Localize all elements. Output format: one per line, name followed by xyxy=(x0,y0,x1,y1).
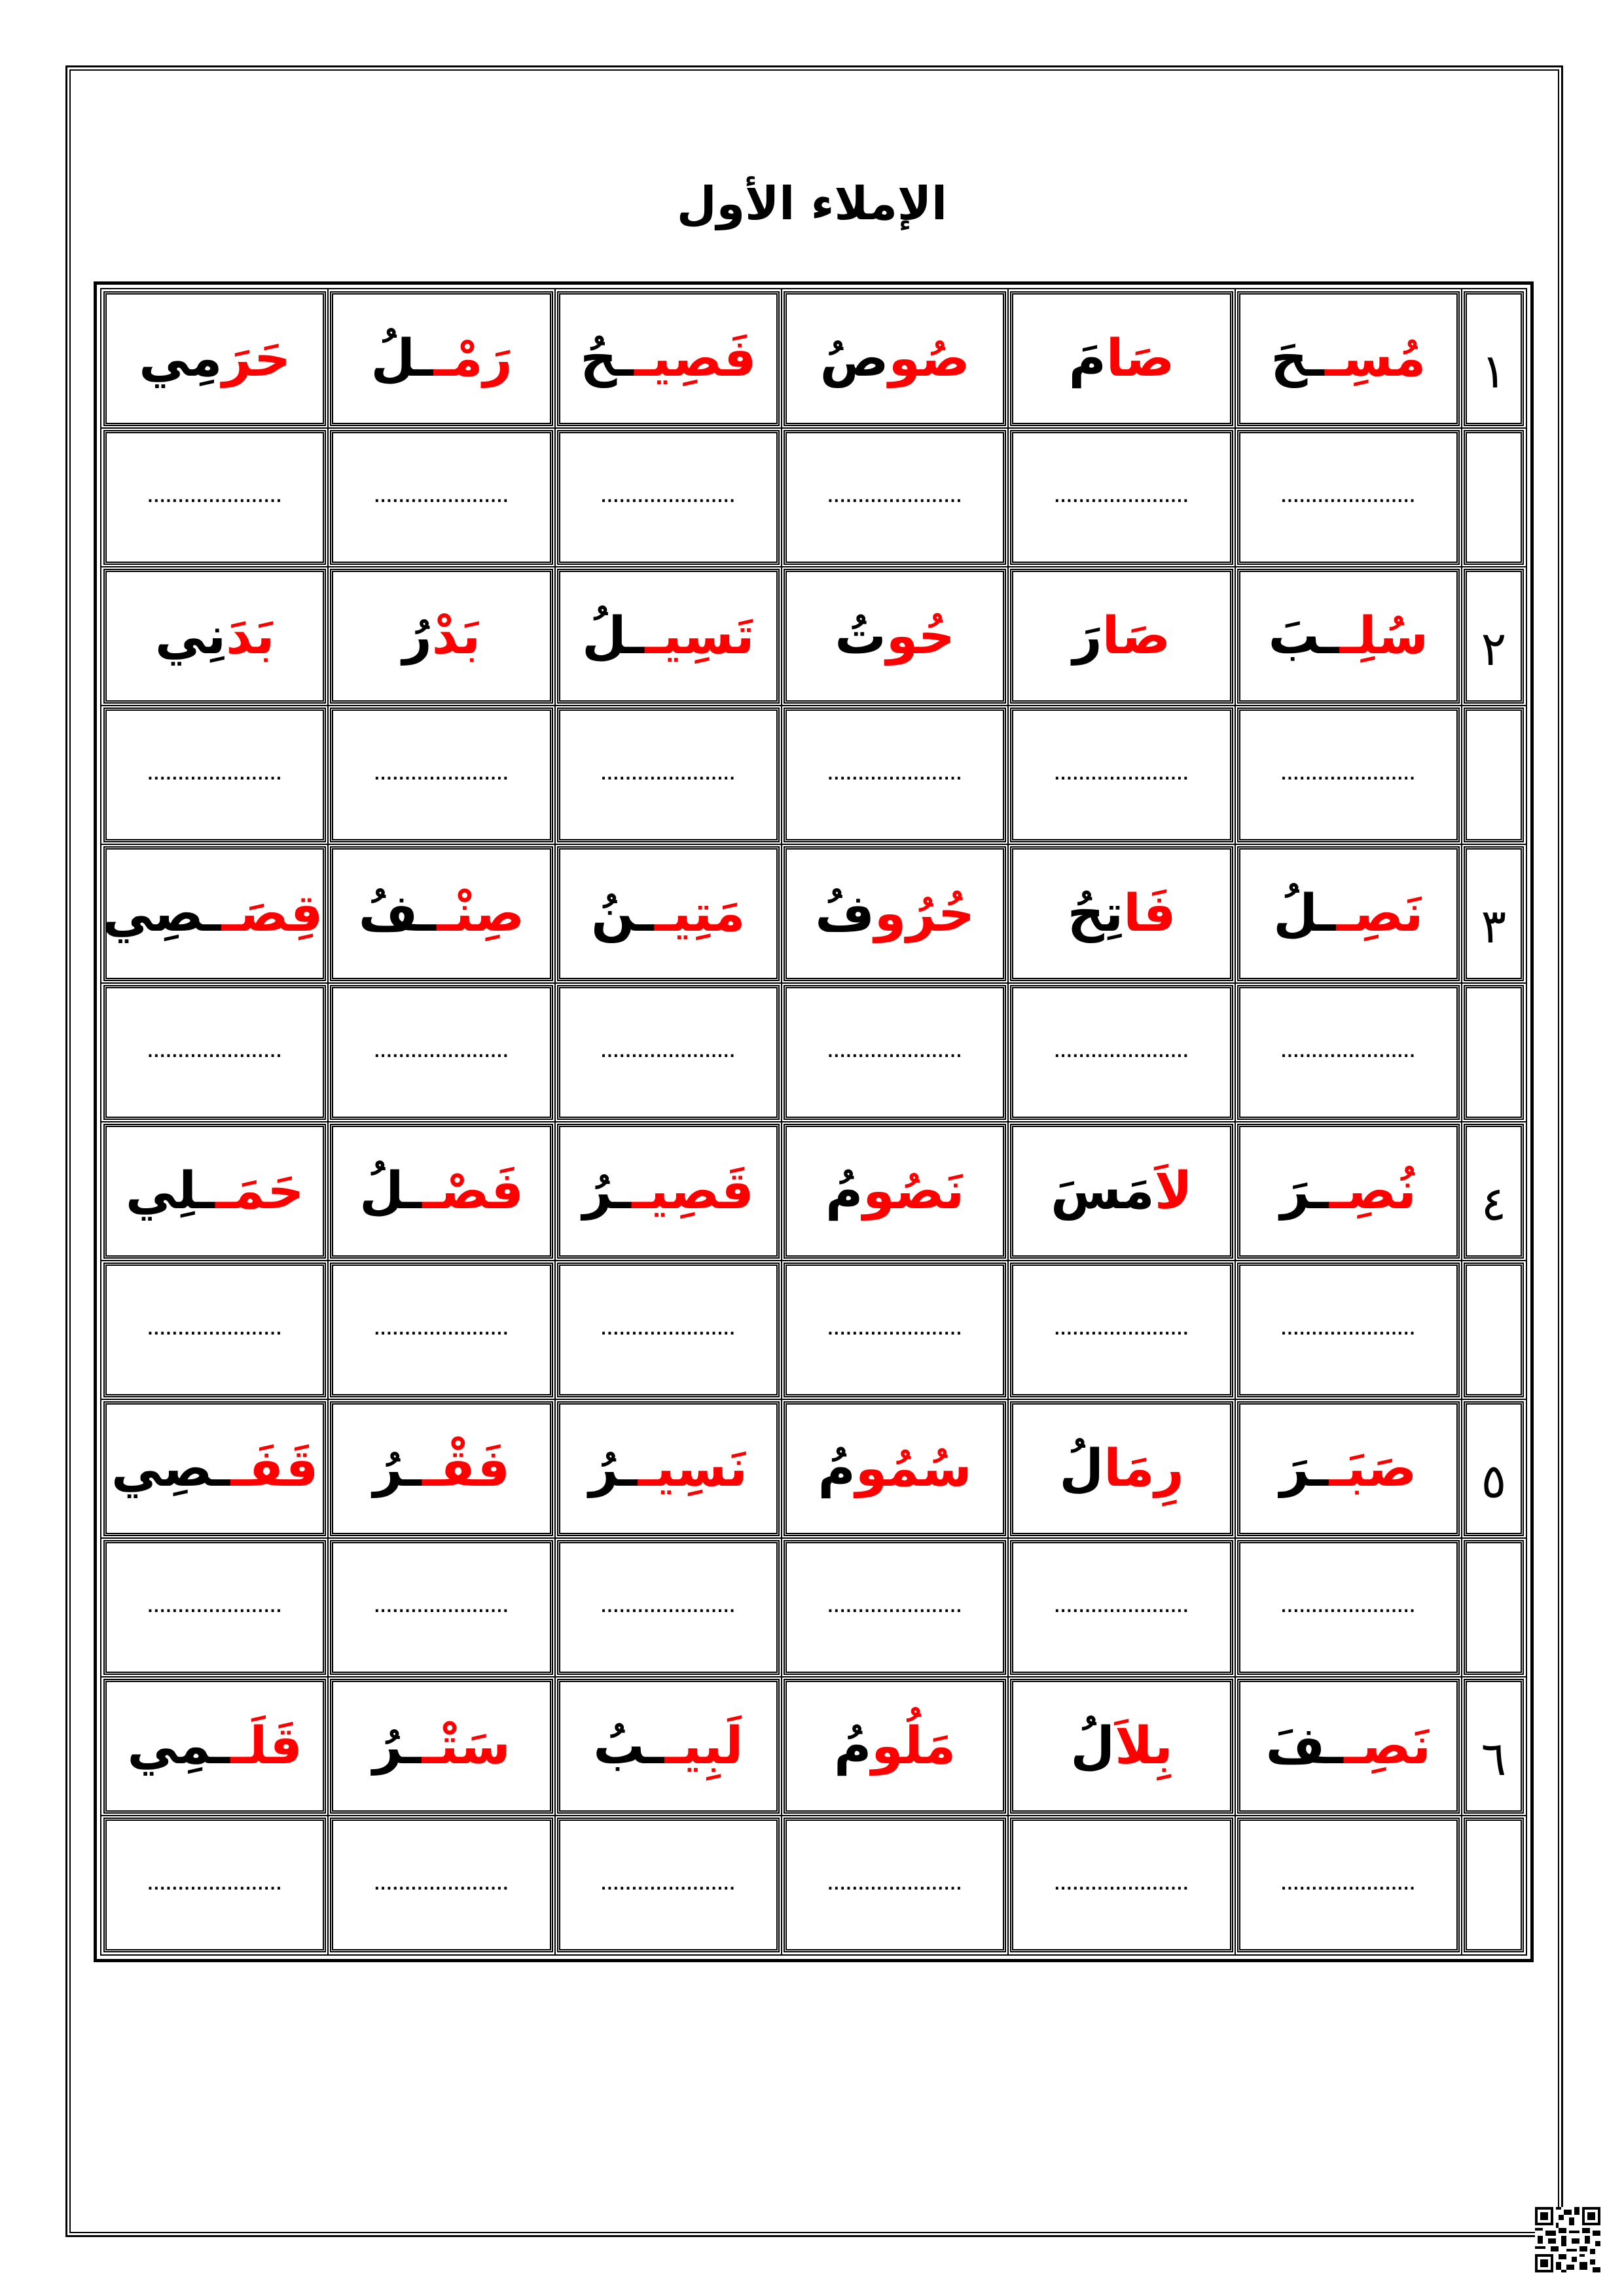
answer-dotted-line[interactable]: ...................... xyxy=(1280,1321,1416,1338)
word-plain-part: مُ xyxy=(825,1162,863,1221)
word-cell xyxy=(103,569,326,704)
answer-cell[interactable] xyxy=(1010,430,1233,565)
word-highlight-part: سَتْـ xyxy=(422,1717,511,1776)
dictation-word xyxy=(359,1162,524,1221)
dictation-word xyxy=(111,1439,318,1498)
row-number: ٦ xyxy=(1481,1731,1507,1786)
word-plain-part: صُ xyxy=(820,329,889,388)
row-number-cell xyxy=(1464,1679,1524,1814)
word-cell xyxy=(1010,1124,1233,1259)
word-plain-part: ـبُ xyxy=(593,1717,665,1776)
answer-row xyxy=(103,1818,1524,1952)
word-highlight-part: فَصِيـ xyxy=(634,329,757,388)
dictation-word xyxy=(1280,1439,1416,1498)
word-plain-part: ـفُ xyxy=(358,884,437,943)
word-cell xyxy=(1010,291,1233,426)
dictation-word xyxy=(372,1717,510,1776)
word-row xyxy=(103,569,1524,704)
word-plain-part: ـنُ xyxy=(591,884,655,943)
answer-dotted-line[interactable]: ...................... xyxy=(827,1321,963,1338)
word-highlight-part: قَفَـ xyxy=(230,1439,319,1498)
word-plain-part: ـفَ xyxy=(1265,1717,1344,1776)
answer-cell[interactable] xyxy=(1237,430,1460,565)
answer-cell[interactable] xyxy=(557,1540,780,1675)
dictation-word xyxy=(126,1162,304,1221)
answer-cell[interactable] xyxy=(1010,1540,1233,1675)
word-row xyxy=(103,291,1524,426)
word-cell xyxy=(1010,1401,1233,1536)
dictation-word xyxy=(1051,1162,1193,1221)
answer-dotted-line[interactable]: ...................... xyxy=(1054,489,1189,506)
answer-cell[interactable] xyxy=(1010,1263,1233,1397)
row-number-cell xyxy=(1464,1401,1524,1536)
answer-dotted-line[interactable]: ...................... xyxy=(827,489,963,506)
answer-dotted-line[interactable]: ...................... xyxy=(827,1876,963,1893)
word-plain-part: ـبَ xyxy=(1268,607,1340,666)
row-number: ٤ xyxy=(1481,1176,1507,1231)
answer-cell[interactable] xyxy=(1010,708,1233,842)
answer-cell[interactable] xyxy=(1237,708,1460,842)
answer-dotted-line[interactable]: ...................... xyxy=(374,1321,509,1338)
word-plain-part: ـلِي xyxy=(125,1162,216,1221)
answer-dotted-line[interactable]: ...................... xyxy=(600,489,736,506)
word-plain-part: تُ xyxy=(835,607,886,666)
dictation-table-frame xyxy=(94,281,1534,1962)
word-highlight-part: صِنْـ xyxy=(437,884,525,943)
answer-cell[interactable] xyxy=(784,1818,1006,1952)
word-plain-part: ـرَ xyxy=(1280,1162,1330,1221)
answer-dotted-line[interactable]: ...................... xyxy=(147,766,283,783)
dictation-word xyxy=(1269,607,1428,666)
word-row xyxy=(103,846,1524,981)
word-highlight-part: رَمْـ xyxy=(433,329,513,388)
answer-dotted-line[interactable]: ...................... xyxy=(1054,1876,1189,1893)
word-cell xyxy=(1237,846,1460,981)
word-plain-part: رُ xyxy=(402,607,432,666)
word-highlight-part: بَدْ xyxy=(431,607,481,666)
word-cell xyxy=(1237,569,1460,704)
word-highlight-part: قِصَـ xyxy=(221,884,323,943)
dictation-word xyxy=(1073,607,1171,666)
answer-cell[interactable] xyxy=(1010,1818,1233,1952)
word-highlight-part: مَتِيـ xyxy=(654,884,746,943)
word-highlight-part: نَصُو xyxy=(863,1162,965,1221)
dictation-word xyxy=(589,1439,748,1498)
word-highlight-part: نَسِيـ xyxy=(638,1439,748,1498)
word-plain-part: مُ xyxy=(818,1439,856,1498)
word-cell xyxy=(103,1679,326,1814)
answer-row xyxy=(103,1540,1524,1675)
answer-dotted-line[interactable]: ...................... xyxy=(1054,766,1189,783)
answer-dotted-line[interactable]: ...................... xyxy=(147,1044,283,1061)
word-highlight-part: صَبَـ xyxy=(1329,1439,1417,1498)
word-plain-part: ـلُ xyxy=(1273,884,1337,943)
answer-dotted-line[interactable]: ...................... xyxy=(1054,1321,1189,1338)
word-plain-part: ـحَ xyxy=(1271,329,1326,388)
word-cell xyxy=(1010,846,1233,981)
answer-cell[interactable] xyxy=(330,430,552,565)
word-cell xyxy=(330,291,552,426)
word-highlight-part: حَمَـ xyxy=(215,1162,304,1221)
word-plain-part: ـصِي xyxy=(102,884,222,943)
answer-dotted-line[interactable]: ...................... xyxy=(1280,1599,1416,1616)
dictation-word xyxy=(815,884,975,943)
dictation-word xyxy=(1068,884,1176,943)
word-plain-part: مِي xyxy=(139,329,223,388)
answer-row xyxy=(103,430,1524,565)
word-highlight-part: مَلُو xyxy=(871,1717,956,1776)
word-plain-part: ـحُ xyxy=(580,329,635,388)
word-highlight-part: نُصِـ xyxy=(1329,1162,1416,1221)
word-plain-part: مُ xyxy=(834,1717,872,1776)
word-cell xyxy=(557,1124,780,1259)
answer-dotted-line[interactable]: ...................... xyxy=(1280,766,1416,783)
answer-cell[interactable] xyxy=(103,1263,326,1397)
answer-cell[interactable] xyxy=(330,1263,552,1397)
row-number-cell-empty xyxy=(1464,1263,1524,1397)
dictation-word xyxy=(1059,1439,1183,1498)
word-cell xyxy=(330,1124,552,1259)
row-number-cell-empty xyxy=(1464,1818,1524,1952)
word-plain-part: لُ xyxy=(1070,1717,1115,1776)
word-cell xyxy=(784,846,1006,981)
dictation-word xyxy=(1273,884,1423,943)
word-cell xyxy=(330,846,552,981)
word-cell xyxy=(1237,1401,1460,1536)
word-highlight-part: حَرَ xyxy=(222,329,291,388)
word-cell xyxy=(784,1124,1006,1259)
dictation-word xyxy=(1070,1717,1172,1776)
word-cell xyxy=(103,1124,326,1259)
answer-dotted-line[interactable]: ...................... xyxy=(374,1599,509,1616)
answer-dotted-line[interactable]: ...................... xyxy=(147,1321,283,1338)
dictation-word xyxy=(1266,1717,1431,1776)
answer-dotted-line[interactable]: ...................... xyxy=(1280,1876,1416,1893)
word-highlight-part: سُمُو xyxy=(855,1439,972,1498)
word-highlight-part: حُرُو xyxy=(874,884,975,943)
answer-cell[interactable] xyxy=(1010,985,1233,1120)
answer-dotted-line[interactable]: ...................... xyxy=(147,489,283,506)
dictation-word xyxy=(102,884,323,943)
word-highlight-part: صَا xyxy=(1102,607,1171,666)
answer-dotted-line[interactable]: ...................... xyxy=(600,1044,736,1061)
row-number-cell xyxy=(1464,846,1524,981)
word-cell xyxy=(330,569,552,704)
word-cell xyxy=(103,291,326,426)
word-row xyxy=(103,1124,1524,1259)
word-plain-part: رَ xyxy=(1072,607,1102,666)
word-row xyxy=(103,1401,1524,1536)
dictation-word xyxy=(818,1439,972,1498)
answer-cell[interactable] xyxy=(784,985,1006,1120)
word-cell xyxy=(1237,1124,1460,1259)
answer-cell[interactable] xyxy=(1237,985,1460,1120)
answer-cell[interactable] xyxy=(330,708,552,842)
answer-cell[interactable] xyxy=(1237,1540,1460,1675)
word-cell xyxy=(1010,569,1233,704)
word-highlight-part: مُسِـ xyxy=(1325,329,1426,388)
dictation-word xyxy=(403,607,480,666)
dictation-word xyxy=(834,1717,956,1776)
dictation-word xyxy=(580,329,756,388)
word-cell xyxy=(103,846,326,981)
answer-dotted-line[interactable]: ...................... xyxy=(374,489,509,506)
word-highlight-part: فَصْـ xyxy=(422,1162,524,1221)
answer-dotted-line[interactable]: ...................... xyxy=(1280,489,1416,506)
row-number: ٥ xyxy=(1481,1454,1507,1509)
dictation-word xyxy=(127,1717,302,1776)
word-highlight-part: نَصِـ xyxy=(1344,1717,1432,1776)
answer-dotted-line[interactable]: ...................... xyxy=(827,1599,963,1616)
word-highlight-part: لاَ xyxy=(1154,1162,1193,1221)
answer-cell[interactable] xyxy=(557,1818,780,1952)
word-cell xyxy=(784,1401,1006,1536)
answer-dotted-line[interactable]: ...................... xyxy=(600,1876,736,1893)
answer-row xyxy=(103,1263,1524,1397)
word-highlight-part: قَلَـ xyxy=(230,1717,302,1776)
dictation-word xyxy=(582,607,754,666)
dictation-word xyxy=(1271,329,1426,388)
dictation-word xyxy=(593,1717,743,1776)
word-highlight-part: تَسِيـ xyxy=(645,607,755,666)
qr-code-icon xyxy=(1535,2207,1600,2272)
dictation-word xyxy=(591,884,746,943)
word-plain-part: ـرُ xyxy=(588,1439,638,1498)
dictation-word xyxy=(373,1439,510,1498)
row-number-cell-empty xyxy=(1464,1540,1524,1675)
answer-dotted-line[interactable]: ...................... xyxy=(827,1044,963,1061)
word-plain-part: ـرَ xyxy=(1280,1439,1329,1498)
word-cell xyxy=(784,569,1006,704)
word-plain-part: ـلُ xyxy=(370,329,434,388)
word-highlight-part: بِلاَ xyxy=(1115,1717,1173,1776)
word-highlight-part: صُو xyxy=(888,329,970,388)
page-title: الإملاء الأول xyxy=(676,177,948,230)
dictation-word xyxy=(359,884,524,943)
word-plain-part: ـرُ xyxy=(372,1717,422,1776)
word-plain-part: ـصِي xyxy=(111,1439,231,1498)
word-plain-part: ـمِي xyxy=(127,1717,231,1776)
word-plain-part: ـلُ xyxy=(359,1162,423,1221)
answer-cell[interactable] xyxy=(784,708,1006,842)
answer-cell[interactable] xyxy=(557,985,780,1120)
answer-dotted-line[interactable]: ...................... xyxy=(1280,1044,1416,1061)
answer-cell[interactable] xyxy=(103,985,326,1120)
word-cell xyxy=(557,1401,780,1536)
word-plain-part: تِحُ xyxy=(1067,884,1124,943)
word-plain-part: ـرُ xyxy=(372,1439,423,1498)
answer-cell[interactable] xyxy=(784,1540,1006,1675)
dictation-word xyxy=(370,329,512,388)
word-cell xyxy=(1010,1679,1233,1814)
word-plain-part: لُ xyxy=(1059,1439,1104,1498)
row-number-cell xyxy=(1464,569,1524,704)
answer-dotted-line[interactable]: ...................... xyxy=(600,766,736,783)
answer-dotted-line[interactable]: ...................... xyxy=(147,1876,283,1893)
answer-dotted-line[interactable]: ...................... xyxy=(600,1321,736,1338)
answer-row xyxy=(103,985,1524,1120)
answer-cell[interactable] xyxy=(103,430,326,565)
dictation-word xyxy=(835,607,955,666)
dictation-word xyxy=(820,329,970,388)
word-cell xyxy=(557,291,780,426)
word-highlight-part: فَا xyxy=(1123,884,1176,943)
row-number-cell-empty xyxy=(1464,985,1524,1120)
answer-cell[interactable] xyxy=(1237,1263,1460,1397)
answer-cell[interactable] xyxy=(103,708,326,842)
word-cell xyxy=(103,1401,326,1536)
word-plain-part: فُ xyxy=(815,884,875,943)
dictation-word xyxy=(155,607,275,666)
answer-cell[interactable] xyxy=(557,1263,780,1397)
word-cell xyxy=(784,1679,1006,1814)
dictation-word xyxy=(583,1162,754,1221)
word-highlight-part: لَبِيـ xyxy=(664,1717,744,1776)
word-cell xyxy=(330,1679,552,1814)
word-highlight-part: صَا xyxy=(1106,329,1175,388)
word-plain-part: نِي xyxy=(154,607,226,666)
word-cell xyxy=(557,569,780,704)
row-number-cell-empty xyxy=(1464,708,1524,842)
dictation-word xyxy=(139,329,291,388)
answer-dotted-line[interactable]: ...................... xyxy=(374,1876,509,1893)
word-plain-part: ـرُ xyxy=(583,1162,632,1221)
answer-cell[interactable] xyxy=(557,430,780,565)
row-number: ٢ xyxy=(1481,621,1507,676)
row-number-cell-empty xyxy=(1464,430,1524,565)
row-number: ٣ xyxy=(1481,899,1507,954)
word-plain-part: مَسَ xyxy=(1051,1162,1155,1221)
word-cell xyxy=(330,1401,552,1536)
word-highlight-part: نَصِـ xyxy=(1336,884,1424,943)
word-cell xyxy=(1237,291,1460,426)
answer-cell[interactable] xyxy=(330,985,552,1120)
row-number: ١ xyxy=(1481,344,1507,399)
word-row xyxy=(103,1679,1524,1814)
answer-row xyxy=(103,708,1524,842)
word-cell xyxy=(557,1679,780,1814)
dictation-table xyxy=(99,287,1528,1956)
answer-cell[interactable] xyxy=(557,708,780,842)
word-plain-part: ـلُ xyxy=(582,607,645,666)
row-number-cell xyxy=(1464,291,1524,426)
answer-dotted-line[interactable]: ...................... xyxy=(147,1599,283,1616)
answer-cell[interactable] xyxy=(330,1540,552,1675)
dictation-word xyxy=(1069,329,1175,388)
word-cell xyxy=(557,846,780,981)
answer-dotted-line[interactable]: ...................... xyxy=(600,1599,736,1616)
word-highlight-part: رِمَا xyxy=(1104,1439,1184,1498)
answer-cell[interactable] xyxy=(784,430,1006,565)
word-highlight-part: بَدَ xyxy=(226,607,275,666)
word-plain-part: مَ xyxy=(1068,329,1106,388)
answer-cell[interactable] xyxy=(784,1263,1006,1397)
answer-dotted-line[interactable]: ...................... xyxy=(1054,1044,1189,1061)
word-cell xyxy=(1237,1679,1460,1814)
answer-dotted-line[interactable]: ...................... xyxy=(374,766,509,783)
word-highlight-part: قَصِيـ xyxy=(632,1162,754,1221)
row-number-cell xyxy=(1464,1124,1524,1259)
word-highlight-part: سُلِـ xyxy=(1339,607,1429,666)
answer-dotted-line[interactable]: ...................... xyxy=(374,1044,509,1061)
word-highlight-part: فَقْـ xyxy=(422,1439,511,1498)
dictation-word xyxy=(825,1162,964,1221)
answer-cell[interactable] xyxy=(1237,1818,1460,1952)
answer-dotted-line[interactable]: ...................... xyxy=(1054,1599,1189,1616)
answer-cell[interactable] xyxy=(103,1540,326,1675)
answer-cell[interactable] xyxy=(330,1818,552,1952)
word-highlight-part: حُو xyxy=(886,607,955,666)
dictation-word xyxy=(1280,1162,1416,1221)
answer-dotted-line[interactable]: ...................... xyxy=(827,766,963,783)
word-cell xyxy=(784,291,1006,426)
answer-cell[interactable] xyxy=(103,1818,326,1952)
